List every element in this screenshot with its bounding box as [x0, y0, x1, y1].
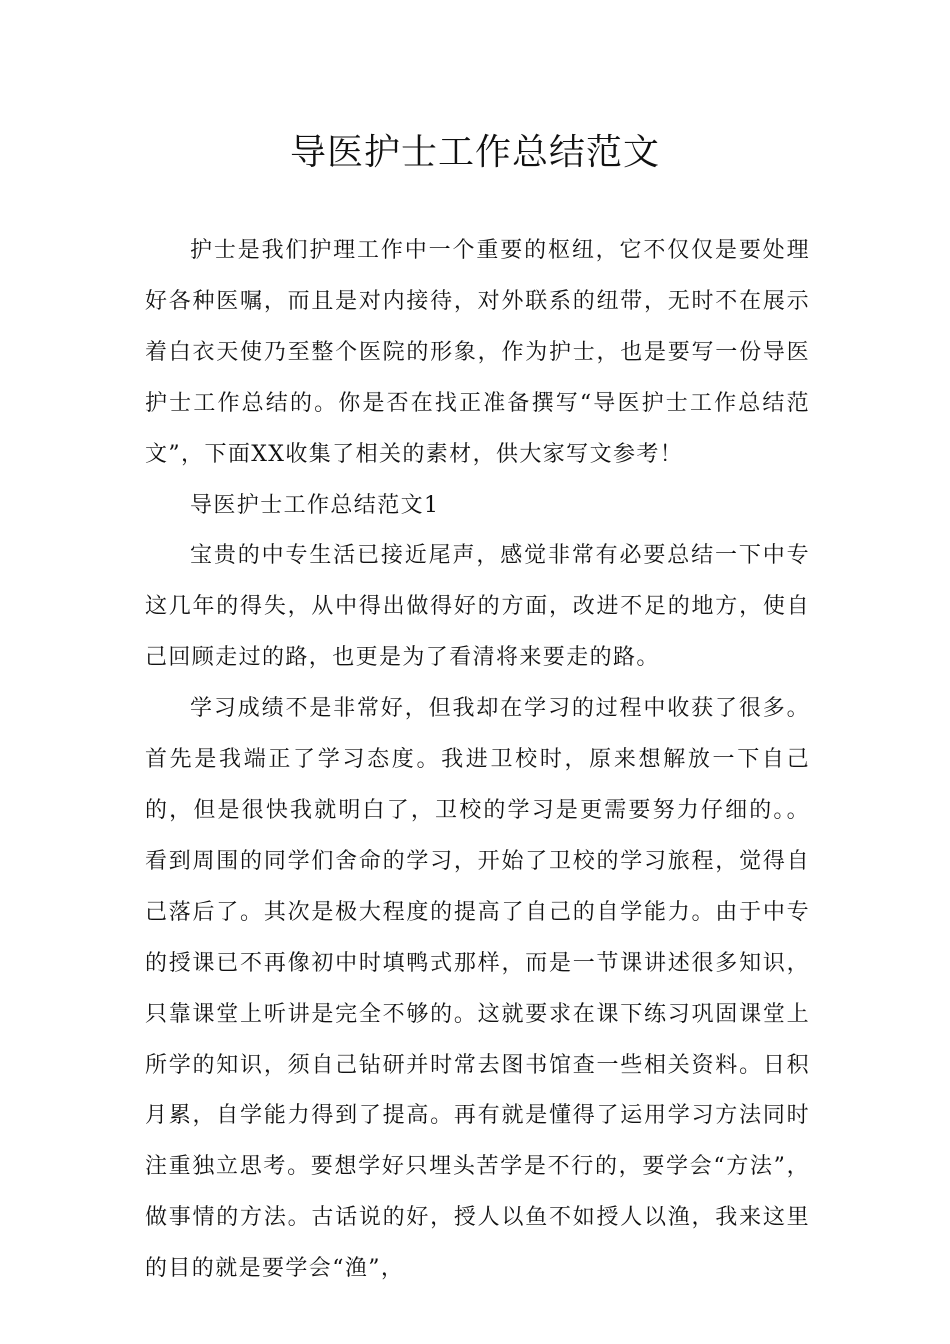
document-body: [145, 226, 810, 1295]
paragraph-study: 学习成绩不是非常好，但我却在学习的过程中收获了很多。首先是我端正了学习态度。我进卫校时，原来想解放一下自己的，但是很快我就明白了，卫校的学习是更需要努力仔细的。。看到周围的同学们舍命的学习，开始了卫校的学习旅程，觉得自己落后了。其次是极大程度的提高了自己的自学能力。由于中专的授课已不再像初中时填鸭式那样，而是一节课讲述很多知识，只靠课堂上听讲是完全不够的。这就要求在课下练习巩固课堂上所学的知识，须自己钻研并时常去图书馆查一些相关资料。日积月累，自学能力得到了提高。再有就是懂得了运用学习方法同时注重独立思考。要想学好只埋头苦学是不行的，要学会“方法”，做事情的方法。古话说的好，授人以鱼不如授人以渔，我来这里的目的就是要学会“渔”，: [145, 696, 810, 1282]
section-heading: 导医护士工作总结范文1: [190, 492, 440, 518]
paragraph-summary: 宝贵的中专生活已接近尾声，感觉非常有必要总结一下中专这几年的得失，从中得出做得好的方面，改进不足的地方，使自己回顾走过的路，也更是为了看清将来要走的路。: [145, 543, 810, 671]
document-title: 导医护士工作总结范文: [289, 132, 660, 173]
paragraph-intro: 护士是我们护理工作中一个重要的枢纽，它不仅仅是要处理好各种医嘱，而且是对内接待，对外联系的纽带，无时不在展示着白衣天使乃至整个医院的形象，作为护士，也是要写一份导医护士工作总结的。你是否在找正准备撰写“导医护士工作总结范文”，下面XX收集了相关的素材，供大家写文参考！: [145, 238, 810, 467]
